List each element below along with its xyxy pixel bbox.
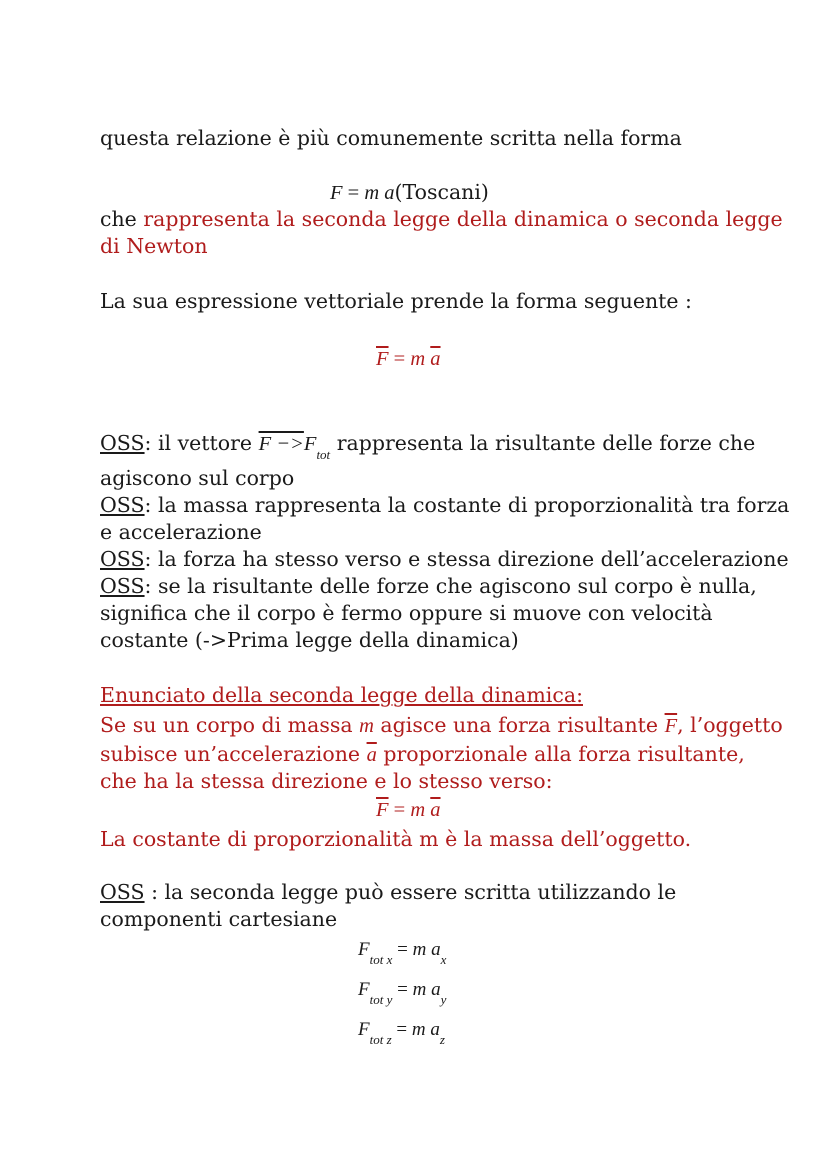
oss-1-suffix: rappresenta la risultante delle forze che	[330, 431, 756, 455]
eq-vector-a: $\overline{a}$	[430, 348, 441, 370]
eq-vector-F: $\overline{F}$	[376, 348, 389, 370]
oss-4-line1	[100, 573, 757, 600]
oss-label: OSS	[100, 880, 145, 904]
comp-y-equals: =	[397, 979, 408, 1000]
comp-y-a-sub: y	[440, 992, 447, 1007]
oss-1-line1	[100, 430, 756, 462]
oss-4-line2: significa che il corpo è fermo oppure si muove con velocità	[100, 601, 713, 625]
components-line1	[100, 879, 676, 906]
oss-1-force: F	[303, 433, 317, 455]
components-line2: componenti cartesiane	[100, 907, 338, 931]
statement-title: Enunciato della seconda legge della dinamica:	[100, 683, 583, 707]
oss-1-prefix: : il vettore	[144, 431, 259, 455]
comp-z-F: F	[358, 1019, 370, 1040]
statement-line1-c: , l’oggetto	[677, 713, 783, 737]
oss-label: OSS	[100, 574, 145, 598]
stmt-eq-m: m	[410, 799, 426, 821]
newton-law-prefix: che	[100, 207, 144, 231]
oss-2-line1	[100, 492, 789, 519]
statement-line3: che ha la stessa direzione e lo stesso verso:	[100, 769, 553, 793]
oss-label: OSS	[100, 493, 145, 517]
vector-intro-text: La sua espressione vettoriale prende la forma seguente :	[100, 289, 692, 313]
comp-y-m: m	[412, 979, 427, 1000]
stmt-eq-equals: =	[393, 799, 406, 821]
oss-2-line2: e accelerazione	[100, 520, 262, 544]
eq-vector-m: m	[410, 348, 426, 370]
eq-m: m	[364, 182, 380, 204]
equation-scalar	[330, 179, 489, 207]
statement-line2-a: subisce un’accelerazione	[100, 742, 367, 766]
oss-3-line1	[100, 546, 789, 573]
intro-text: questa relazione è più comunemente scritta nella forma	[100, 126, 682, 150]
comp-y-a: a	[431, 979, 441, 1000]
newton-law-highlight-2: di Newton	[100, 234, 208, 258]
newton-law-line1	[100, 206, 783, 233]
statement-mass-symbol: m	[359, 715, 374, 737]
oss-1-line2: agiscono sul corpo	[100, 466, 295, 490]
eq-vector-equals: =	[393, 348, 406, 370]
eq-a: a	[384, 182, 395, 204]
component-equation-y	[358, 976, 447, 1007]
eq-note: (Toscani)	[394, 180, 489, 204]
statement-line2	[100, 741, 745, 769]
comp-y-F: F	[358, 979, 370, 1000]
stmt-eq-F: $\overline{F}$	[376, 799, 389, 821]
statement-closing: La costante di proporzionalità m è la massa dell’oggetto.	[100, 827, 692, 851]
comp-x-a: a	[431, 939, 441, 960]
stmt-eq-a: $\overline{a}$	[430, 799, 441, 821]
components-text: : la seconda legge può essere scritta utilizzando le	[144, 880, 677, 904]
comp-x-m: m	[412, 939, 427, 960]
oss-label: OSS	[100, 547, 145, 571]
oss-label: OSS	[100, 431, 145, 455]
eq-equals: =	[347, 182, 360, 204]
oss-1-force-sub: tot	[316, 447, 331, 462]
equation-vector	[376, 346, 441, 373]
statement-acc-symbol: $\overline{a}$	[366, 744, 377, 766]
oss-4-line3: costante (->Prima legge della dinamica)	[100, 628, 519, 652]
statement-force-symbol: $\overline{F}$	[664, 715, 678, 737]
eq-F: F	[330, 182, 343, 204]
comp-x-equals: =	[397, 939, 408, 960]
component-equation-z	[358, 1016, 445, 1047]
oss-3-text: : la forza ha stesso verso e stessa direzione dell’accelerazione	[144, 547, 789, 571]
comp-z-a: a	[430, 1019, 440, 1040]
oss-1-vector: F −>	[258, 433, 304, 455]
comp-x-sub: tot x	[369, 952, 393, 967]
comp-z-equals: =	[396, 1019, 408, 1040]
statement-line2-b: proporzionale alla forza risultante,	[376, 742, 745, 766]
comp-z-sub: tot z	[369, 1032, 392, 1047]
statement-line1	[100, 712, 783, 740]
comp-x-a-sub: x	[440, 952, 447, 967]
component-equation-x	[358, 936, 447, 967]
comp-x-F: F	[358, 939, 370, 960]
oss-4-text: : se la risultante delle forze che agiscono sul corpo è nulla,	[144, 574, 757, 598]
statement-line1-b: agisce una forza risultante	[373, 713, 665, 737]
comp-z-a-sub: z	[439, 1032, 445, 1047]
oss-2-text: : la massa rappresenta la costante di proporzionalità tra forza	[144, 493, 790, 517]
statement-line1-a: Se su un corpo di massa	[100, 713, 360, 737]
statement-equation	[376, 797, 441, 824]
comp-z-m: m	[411, 1019, 426, 1040]
comp-y-sub: tot y	[369, 992, 393, 1007]
newton-law-highlight-1: rappresenta la seconda legge della dinamica o seconda legge	[143, 207, 783, 231]
